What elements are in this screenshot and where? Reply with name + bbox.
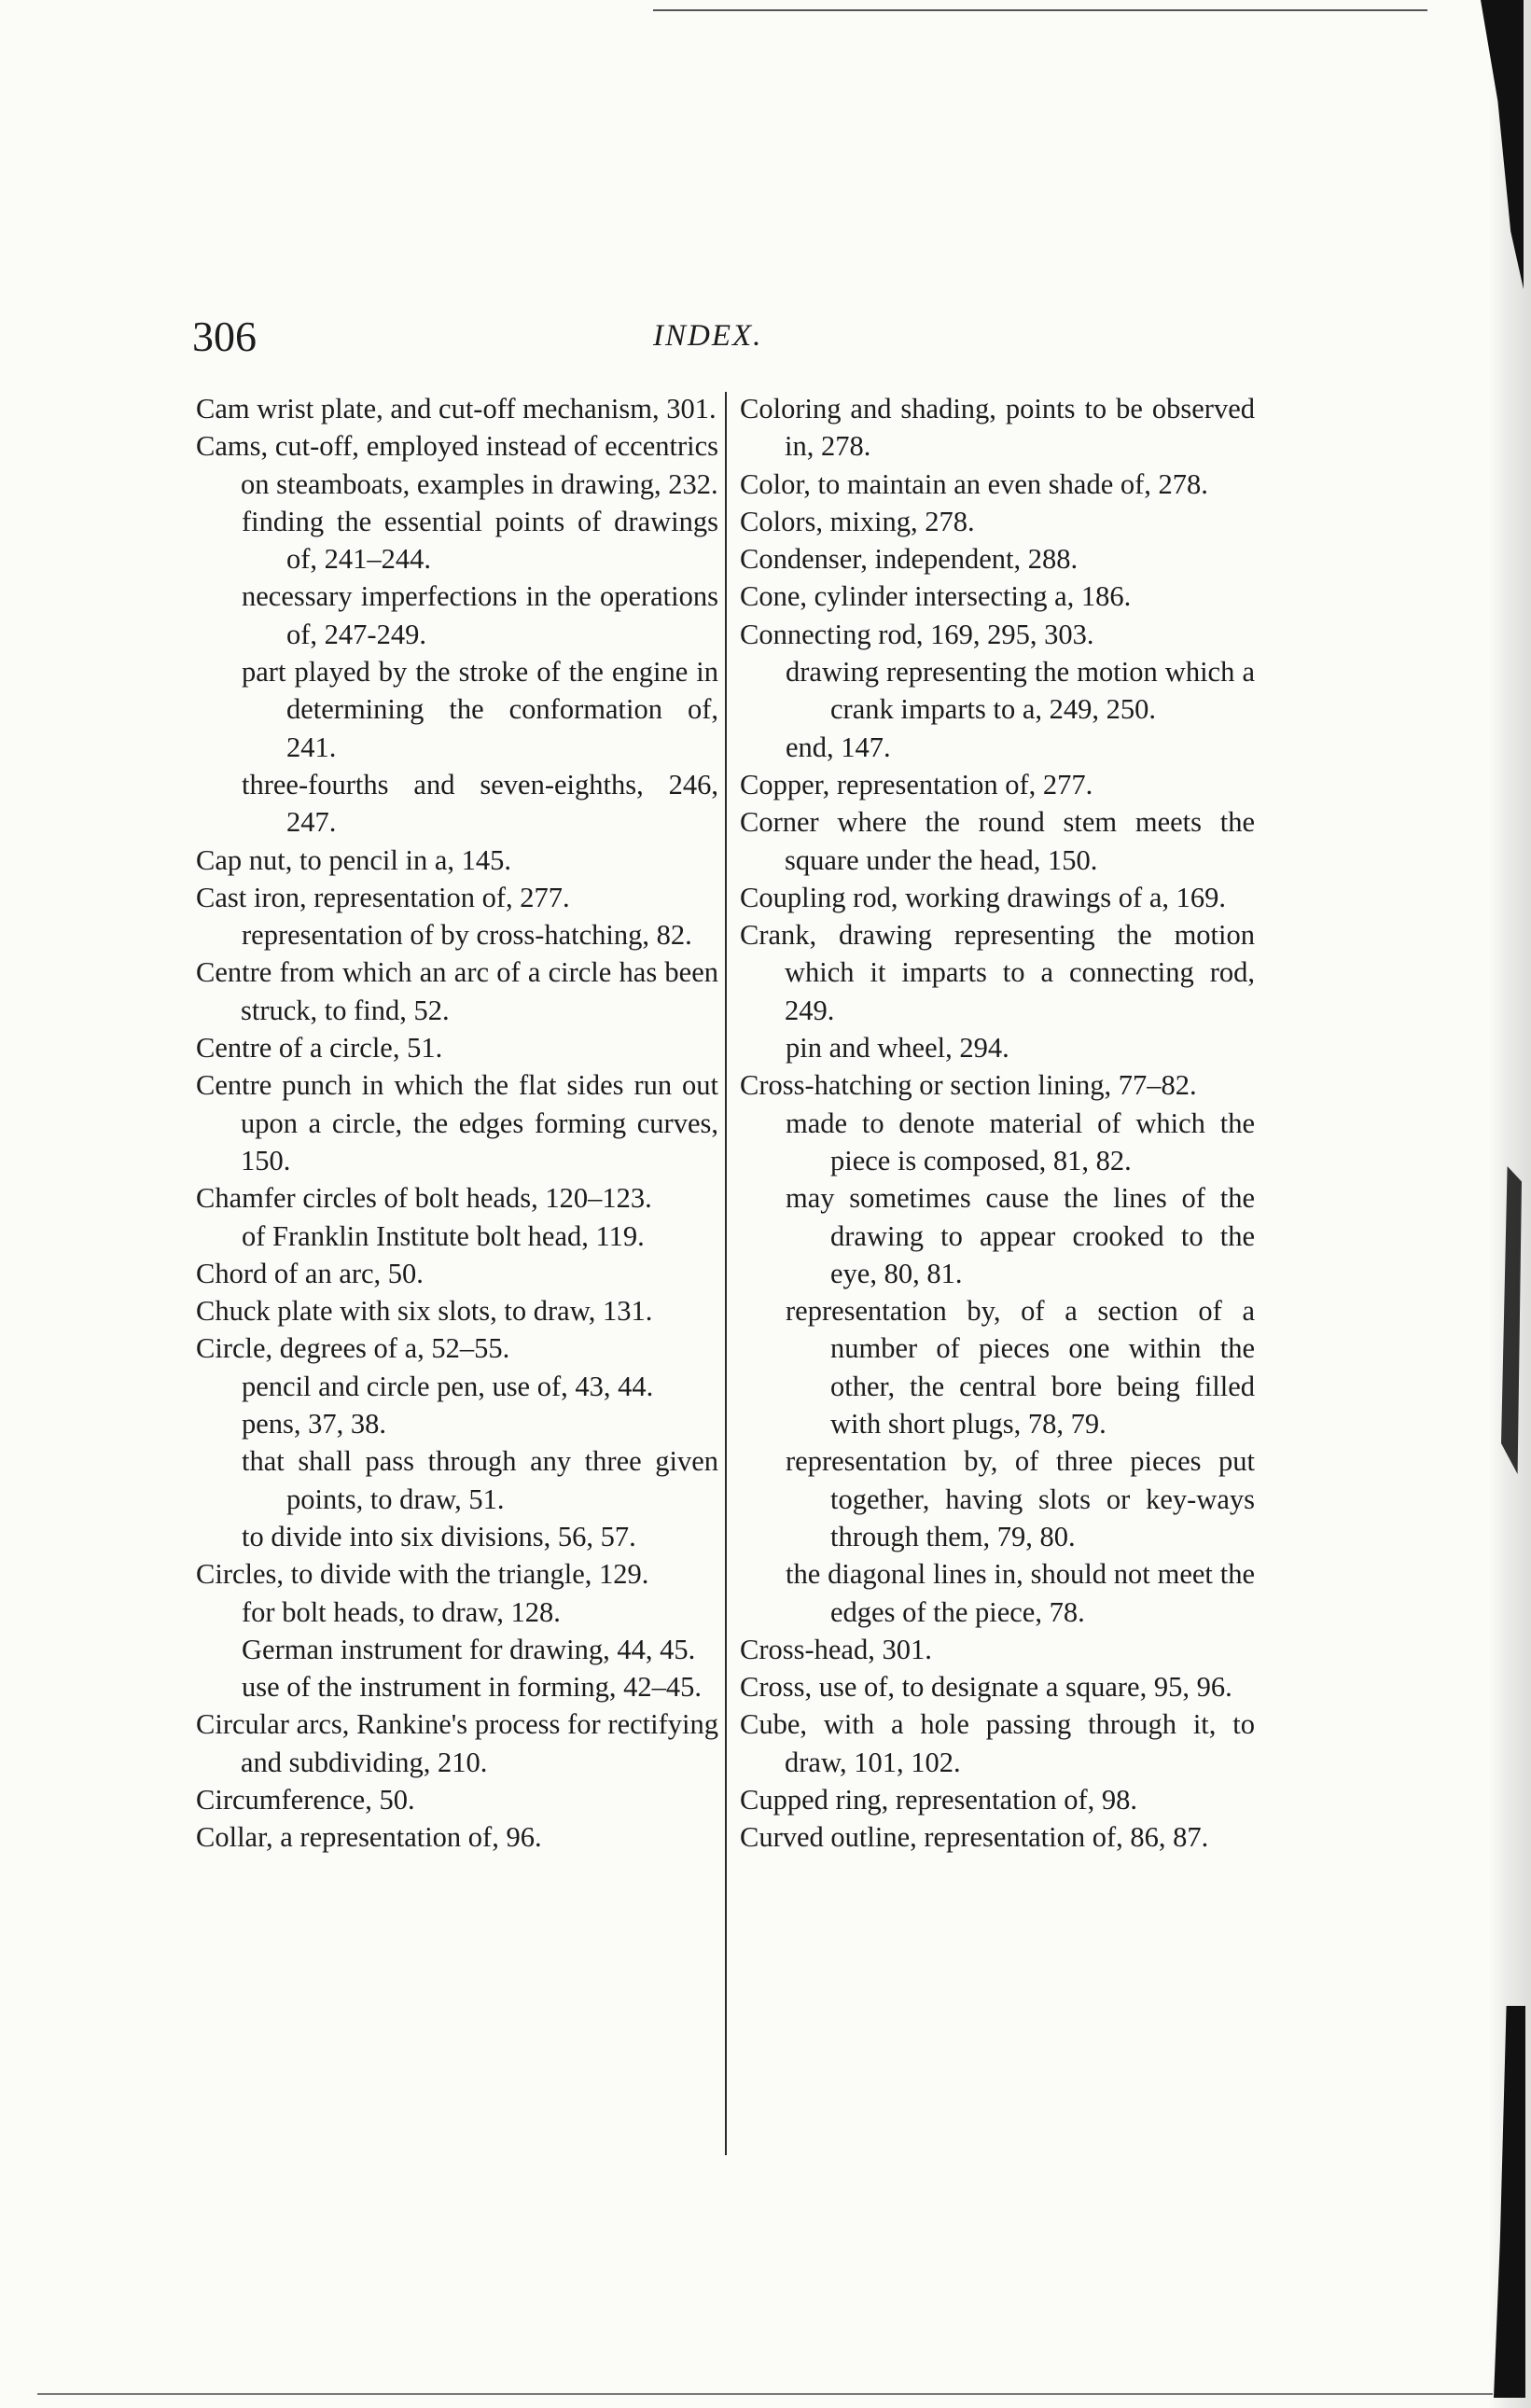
index-subentry: German instrument for drawing, 44, 45. bbox=[242, 1633, 696, 1665]
index-subentry: pin and wheel, 294. bbox=[786, 1032, 1009, 1065]
index-subentry: end, 147. bbox=[786, 731, 891, 763]
index-subentry: pens, 37, 38. bbox=[242, 1408, 387, 1441]
index-subentry: the diagonal lines in, should not meet the edges of the piece, 78. bbox=[786, 1558, 1255, 1628]
column-divider bbox=[725, 392, 727, 2155]
index-subentry: representation of by cross-hatching, 82. bbox=[242, 919, 692, 952]
index-entry: Collar, a representation of, 96. bbox=[196, 1821, 542, 1854]
column-right bbox=[740, 390, 1255, 1857]
index-entry: Copper, representation of, 277. bbox=[740, 768, 1093, 800]
index-entry: Cross-head, 301. bbox=[740, 1633, 932, 1665]
index-entry: Coloring and shading, points to be observed in, 278. bbox=[740, 393, 1255, 463]
index-entry: Cam wrist plate, and cut-off mechanism, 301. bbox=[196, 393, 717, 425]
index-entry: Crank, drawing representing the motion which it imparts to a connecting rod, 249. bbox=[740, 919, 1255, 1026]
index-entry: Connecting rod, 169, 295, 303. bbox=[740, 618, 1094, 650]
index-entry: Centre from which an arc of a circle has been struck, to find, 52. bbox=[196, 956, 718, 1026]
index-subentry: to divide into six divisions, 56, 57. bbox=[242, 1520, 636, 1552]
index-entry: Curved outline, representation of, 86, 87. bbox=[740, 1821, 1209, 1854]
index-entry: Coupling rod, working drawings of a, 169. bbox=[740, 881, 1226, 913]
top-rule bbox=[653, 9, 1427, 11]
index-entry: Centre of a circle, 51. bbox=[196, 1032, 443, 1065]
index-subentry: necessary imperfections in the operations of, 247-249. bbox=[242, 580, 718, 650]
index-entry: Color, to maintain an even shade of, 278. bbox=[740, 467, 1208, 500]
index-entry: Cube, with a hole passing through it, to draw, 101, 102. bbox=[740, 1708, 1255, 1778]
index-entry: Centre punch in which the flat sides run out upon a circle, the edges forming curves, 150. bbox=[196, 1069, 718, 1176]
index-entry: Circle, degrees of a, 52–55. bbox=[196, 1332, 510, 1365]
index-subentry: pencil and circle pen, use of, 43, 44. bbox=[242, 1370, 654, 1402]
index-subentry: drawing representing the motion which a crank imparts to a, 249, 250. bbox=[786, 656, 1255, 726]
index-subentry: use of the instrument in forming, 42–45. bbox=[242, 1671, 703, 1704]
index-entry: Corner where the round stem meets the square under the head, 150. bbox=[740, 806, 1255, 876]
index-subentry: may sometimes cause the lines of the drawing to appear crooked to the eye, 80, 81. bbox=[786, 1182, 1255, 1289]
page-number: 306 bbox=[192, 313, 257, 360]
index-entry: Circular arcs, Rankine's process for rectifying and subdividing, 210. bbox=[196, 1708, 718, 1778]
index-subentry: finding the essential points of drawings of, 241–244. bbox=[242, 505, 718, 576]
column-left bbox=[196, 390, 718, 1857]
index-entry: Chord of an arc, 50. bbox=[196, 1257, 424, 1289]
index-entry: Chuck plate with six slots, to draw, 131. bbox=[196, 1295, 653, 1328]
index-subentry: of Franklin Institute bolt head, 119. bbox=[242, 1219, 645, 1252]
index-subentry: three-fourths and seven-eighths, 246, 247. bbox=[242, 768, 718, 839]
index-subentry: for bolt heads, to draw, 128. bbox=[242, 1595, 561, 1628]
index-entry: Circles, to divide with the triangle, 129. bbox=[196, 1558, 649, 1591]
index-subentry: made to denote material of which the piece is composed, 81, 82. bbox=[786, 1107, 1255, 1176]
index-subentry: representation by, of a section of a number of pieces one within the other, the central bore being filled with short plugs, 78, 79. bbox=[786, 1295, 1255, 1441]
index-entry: Cross, use of, to designate a square, 95, 96. bbox=[740, 1671, 1232, 1704]
index-entry: Cast iron, representation of, 277. bbox=[196, 881, 570, 913]
index-entry: Cams, cut-off, employed instead of eccentrics on steamboats, examples in drawing, 232. bbox=[196, 430, 718, 500]
index-entry: Cross-hatching or section lining, 77–82. bbox=[740, 1069, 1197, 1102]
bottom-rule bbox=[37, 2393, 1493, 2395]
index-entry: Chamfer circles of bolt heads, 120–123. bbox=[196, 1182, 652, 1215]
index-entry: Cupped ring, representation of, 98. bbox=[740, 1783, 1138, 1816]
running-head: INDEX. bbox=[653, 319, 763, 353]
index-entry: Colors, mixing, 278. bbox=[740, 505, 975, 537]
index-subentry: representation by, of three pieces put together, having slots or key-ways through them, 79, 80. bbox=[786, 1445, 1255, 1552]
index-subentry: part played by the stroke of the engine in determining the conformation of, 241. bbox=[242, 656, 718, 763]
index-entry: Circumference, 50. bbox=[196, 1783, 415, 1816]
index-entry: Condenser, independent, 288. bbox=[740, 543, 1079, 576]
index-entry: Cap nut, to pencil in a, 145. bbox=[196, 843, 511, 876]
index-entry: Cone, cylinder intersecting a, 186. bbox=[740, 580, 1132, 613]
index-subentry: that shall pass through any three given points, to draw, 51. bbox=[242, 1445, 718, 1515]
